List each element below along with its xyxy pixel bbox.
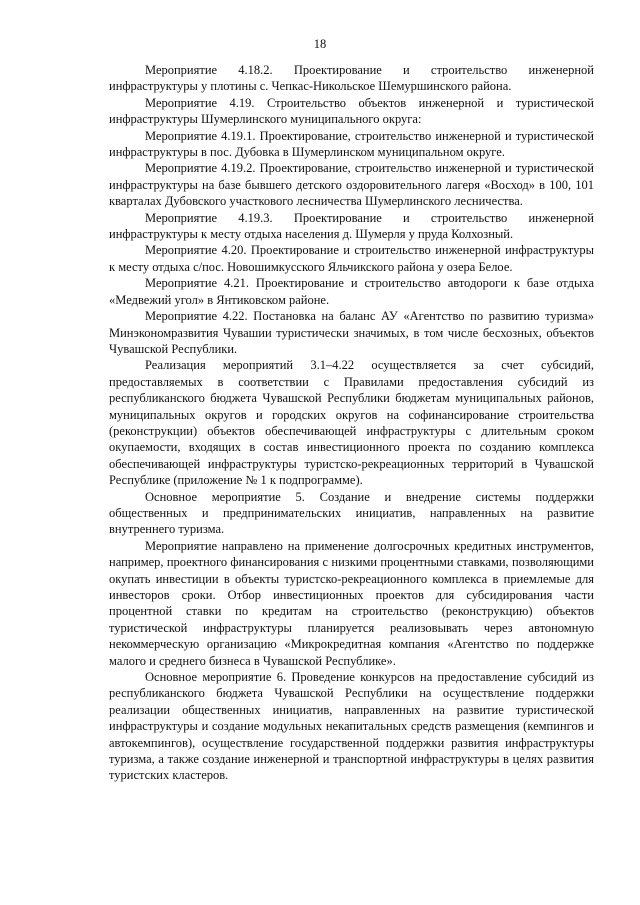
document-body xyxy=(109,62,594,784)
paragraph-implementation-funding: Реализация мероприятий 3.1–4.22 осуществляется за счет субсидий, предоставляемых в соответствии с Правилами предоставления субсидий из республиканского бюджета Чувашской Республики бюджетам муниципальных районов, муниципальных округов и городских округов на софинансирование строительства (реконструкции) объектов обеспечивающей инфраструктуры с длительным сроком окупаемости, входящих в состав инвестиционного проекта по созданию комплекса обеспечивающей инфраструктуры туристско-рекреационных территорий в Чувашской Республике (приложение № 1 к подпрограмме). xyxy=(109,358,594,488)
page-number: 18 xyxy=(313,37,327,51)
paragraph-measure-4-21: Мероприятие 4.21. Проектирование и строительство автодороги к базе отдыха «Медвежий угол» в Янтиковском районе. xyxy=(109,276,594,307)
paragraph-main-measure-6: Основное мероприятие 6. Проведение конкурсов на предоставление субсидий из республиканского бюджета Чувашской Республики на осуществление поддержки реализации общественных инициатив, направленных на развитие туристической инфраструктуры и создание модульных некапитальных средств размещения (кемпингов и автокемпингов), осуществление государственной поддержки развития инфраструктуры туризма, а также создание инженерной и транспортной инфраструктуры в целях развития туристских кластеров. xyxy=(109,670,594,783)
paragraph-main-measure-5: Основное мероприятие 5. Создание и внедрение системы поддержки общественных и предпринимательских инициатив, направленных на развитие внутреннего туризма. xyxy=(109,489,594,537)
paragraph-measure-4-19: Мероприятие 4.19. Строительство объектов инженерной и туристической инфраструктуры Шумерлинского муниципального округа: xyxy=(109,95,594,127)
paragraph-measure-4-22: Мероприятие 4.22. Постановка на баланс АУ «Агентство по развитию туризма» Минэкономразвития Чувашии туристически значимых, в том числе бесхозных, объектов Чувашской Республики. xyxy=(109,309,594,356)
paragraph-credit-instruments: Мероприятие направлено на применение долгосрочных кредитных инструментов, например, проектного финансирования с низкими процентными ставками, позволяющими окупать инвестиции в объекты туристско-рекреационного комплекса в приемлемые для инвесторов сроки. Отбор инвестиционных проектов для субсидирования части процентной ставки по кредитам на строительство (реконструкцию) объектов туристической инфраструктуры планируется реализовывать через автономную некоммерческую организацию «Микрокредитная компания «Агентство по поддержке малого и среднего бизнеса в Чувашской Республике». xyxy=(109,538,594,668)
paragraph-measure-4-20: Мероприятие 4.20. Проектирование и строительство инженерной инфраструктуры к месту отдыха с/пос. Новошимкусского Яльчикского района у озера Белое. xyxy=(109,243,594,274)
paragraph-measure-4-18-2: Мероприятие 4.18.2. Проектирование и строительство инженерной инфраструктуры у плотины с. Чепкас-Никольское Шемуршинского района. xyxy=(109,63,594,94)
paragraph-measure-4-19-3: Мероприятие 4.19.3. Проектирование и строительство инженерной инфраструктуры к месту отдыха населения д. Шумерля у пруда Колхозный. xyxy=(109,210,594,242)
paragraph-measure-4-19-2: Мероприятие 4.19.2. Проектирование, строительство инженерной и туристической инфраструктуры на базе бывшего детского оздоровительного лагеря «Восход» в 100, 101 кварталах Дубовского участкового лесничества Шумерлинского лесничества. xyxy=(109,161,594,209)
paragraph-measure-4-19-1: Мероприятие 4.19.1. Проектирование, строительство инженерной и туристической инфраструктуры в пос. Дубовка в Шумерлинском муниципальном округе. xyxy=(109,128,594,160)
